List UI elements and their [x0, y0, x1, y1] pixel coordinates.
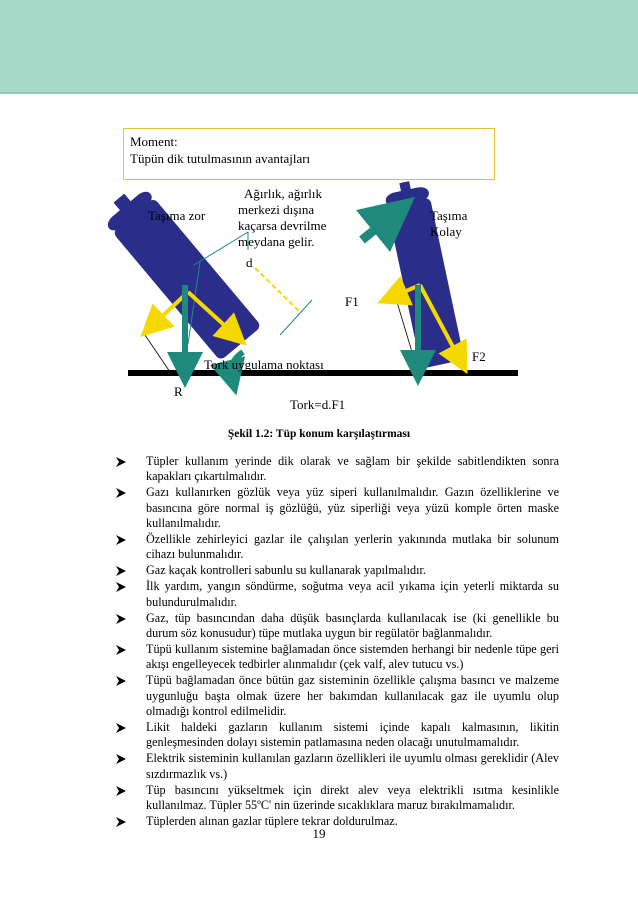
list-item [116, 720, 559, 751]
list-item [116, 454, 559, 485]
page-number: 19 [312, 826, 326, 841]
list-item-text: Tüpü bağlamadan önce bütün gaz sisteminin özellikle çalışma basıncı ve malzeme uygunluğu başta olmak üzere her bakımdan kullanılacak gaz ile uyumlu olup olmadığı kontrol edilmelidir. [146, 673, 559, 718]
left-outline-1 [145, 335, 170, 372]
label-f2: F2 [472, 349, 486, 364]
list-item [116, 751, 559, 782]
arrowhead-bullet-icon [116, 645, 126, 655]
label-tork-formula: Tork=d.F1 [290, 397, 346, 412]
list-item-text: Gaz kaçak kontrolleri sabunlu su kullanarak yapılmalıdır. [146, 563, 426, 578]
arrowhead-bullet-icon [116, 566, 126, 576]
label-tork-noktasi: Tork uygulama noktası [204, 357, 324, 372]
list-item-text: Tüp basıncını yükseltmek için direkt alev veya elektrikli ısıtma kesinlikle kullanılmaz. Tüpler 55ºC' nin üzerinde sıcaklıklara maruz bırakılmamalıdır. [146, 782, 559, 812]
list-item [116, 579, 559, 610]
list-item [116, 563, 559, 578]
arrowhead-bullet-icon [116, 535, 126, 545]
list-item-text: Tüpü kullanım sistemine bağlamadan önce sistemden herhangi bir nedenle tüpe geri akışı engelleyecek tedbirler alınmalıdır (çek valf, alev tutucu vs.) [146, 641, 559, 672]
arrowhead-bullet-icon [116, 676, 126, 686]
callout-box [123, 128, 495, 180]
right-cylinder [383, 178, 468, 369]
callout-line-1: Moment: [130, 134, 178, 149]
list-item-text: Likit haldeki gazların kullanım sistemi içinde kapalı kalmasının, likitin genleşmesinden dolayı sistemin patlamasına neden olacağı unutulmamalıdır. [146, 719, 559, 750]
list-item [116, 783, 559, 814]
label-agirlik-3: kaçarsa devrilme [238, 218, 327, 233]
list-item-text: Gaz, tüp basıncından daha düşük basınçlarda kullanılacak ise (ki genellikle bu durum söz konusudur) tüpe mutlaka uygun bir regülatör bağlanmalıdır. [146, 610, 559, 640]
figure-caption: Şekil 1.2: Tüp konum karşılaştırması [227, 428, 411, 440]
label-r: R [174, 384, 183, 399]
label-tasima-kolay-1: Taşıma [430, 208, 468, 223]
arrowhead-bullet-icon [116, 754, 126, 764]
cylinder-diagram [0, 0, 638, 440]
label-f1: F1 [345, 294, 359, 309]
label-agirlik-1: Ağırlık, ağırlık [244, 186, 322, 201]
arrowhead-bullet-icon [116, 723, 126, 733]
arrowhead-bullet-icon [116, 614, 126, 624]
arrowhead-bullet-icon [116, 582, 126, 592]
list-item-text: Özellikle zehirleyici gazlar ile çalışılan yerlerin yakınında mutlaka bir solunum cihazı bulunmalıdır. [146, 532, 559, 562]
arrowhead-bullet-icon [116, 786, 126, 796]
d-line-ref [280, 300, 312, 335]
list-item-text: Elektrik sisteminin kullanılan gazların özellikleri ile uyumlu olması gereklidir (Alev sızdırmazlık vs.) [146, 751, 559, 781]
arrowhead-bullet-icon [116, 488, 126, 498]
label-d: d [246, 255, 253, 270]
list-item [116, 532, 559, 563]
label-tasima-zor: Taşıma zor [148, 208, 206, 223]
list-item [116, 642, 559, 673]
list-item-text: İlk yardım, yangın söndürme, soğutma veya acil yıkama için yeterli miktarda su bulundurulmalıdır. [146, 579, 559, 609]
list-item-text: Gazı kullanırken gözlük veya yüz siperi kullanılmalıdır. Gazın özelliklerine ve basıncına göre normal iş gözlüğü, yüz siperliği veya yüzü komple örten maske kullanılmalıdır. [146, 485, 559, 531]
list-item [116, 611, 559, 642]
callout-line-2: Tüpün dik tutulmasının avantajları [130, 151, 311, 166]
arrowhead-bullet-icon [116, 457, 126, 467]
lift-arrow [362, 214, 394, 240]
label-agirlik-2: merkezi dışına [238, 202, 315, 217]
label-tasima-kolay-2: Kolay [430, 224, 462, 239]
label-agirlik-4: meydana gelir. [238, 234, 315, 249]
list-item-text: Tüpler kullanım yerinde dik olarak ve sağlam bir şekilde sabitlendikten sonra kapakları çıkartılmalıdır. [146, 454, 559, 484]
bullet-list [116, 454, 559, 830]
list-item-text: Tüplerden alınan gazlar tüplere tekrar doldurulmaz. [146, 813, 398, 828]
d-line [255, 268, 300, 312]
list-item [116, 673, 559, 719]
list-item [116, 485, 559, 531]
